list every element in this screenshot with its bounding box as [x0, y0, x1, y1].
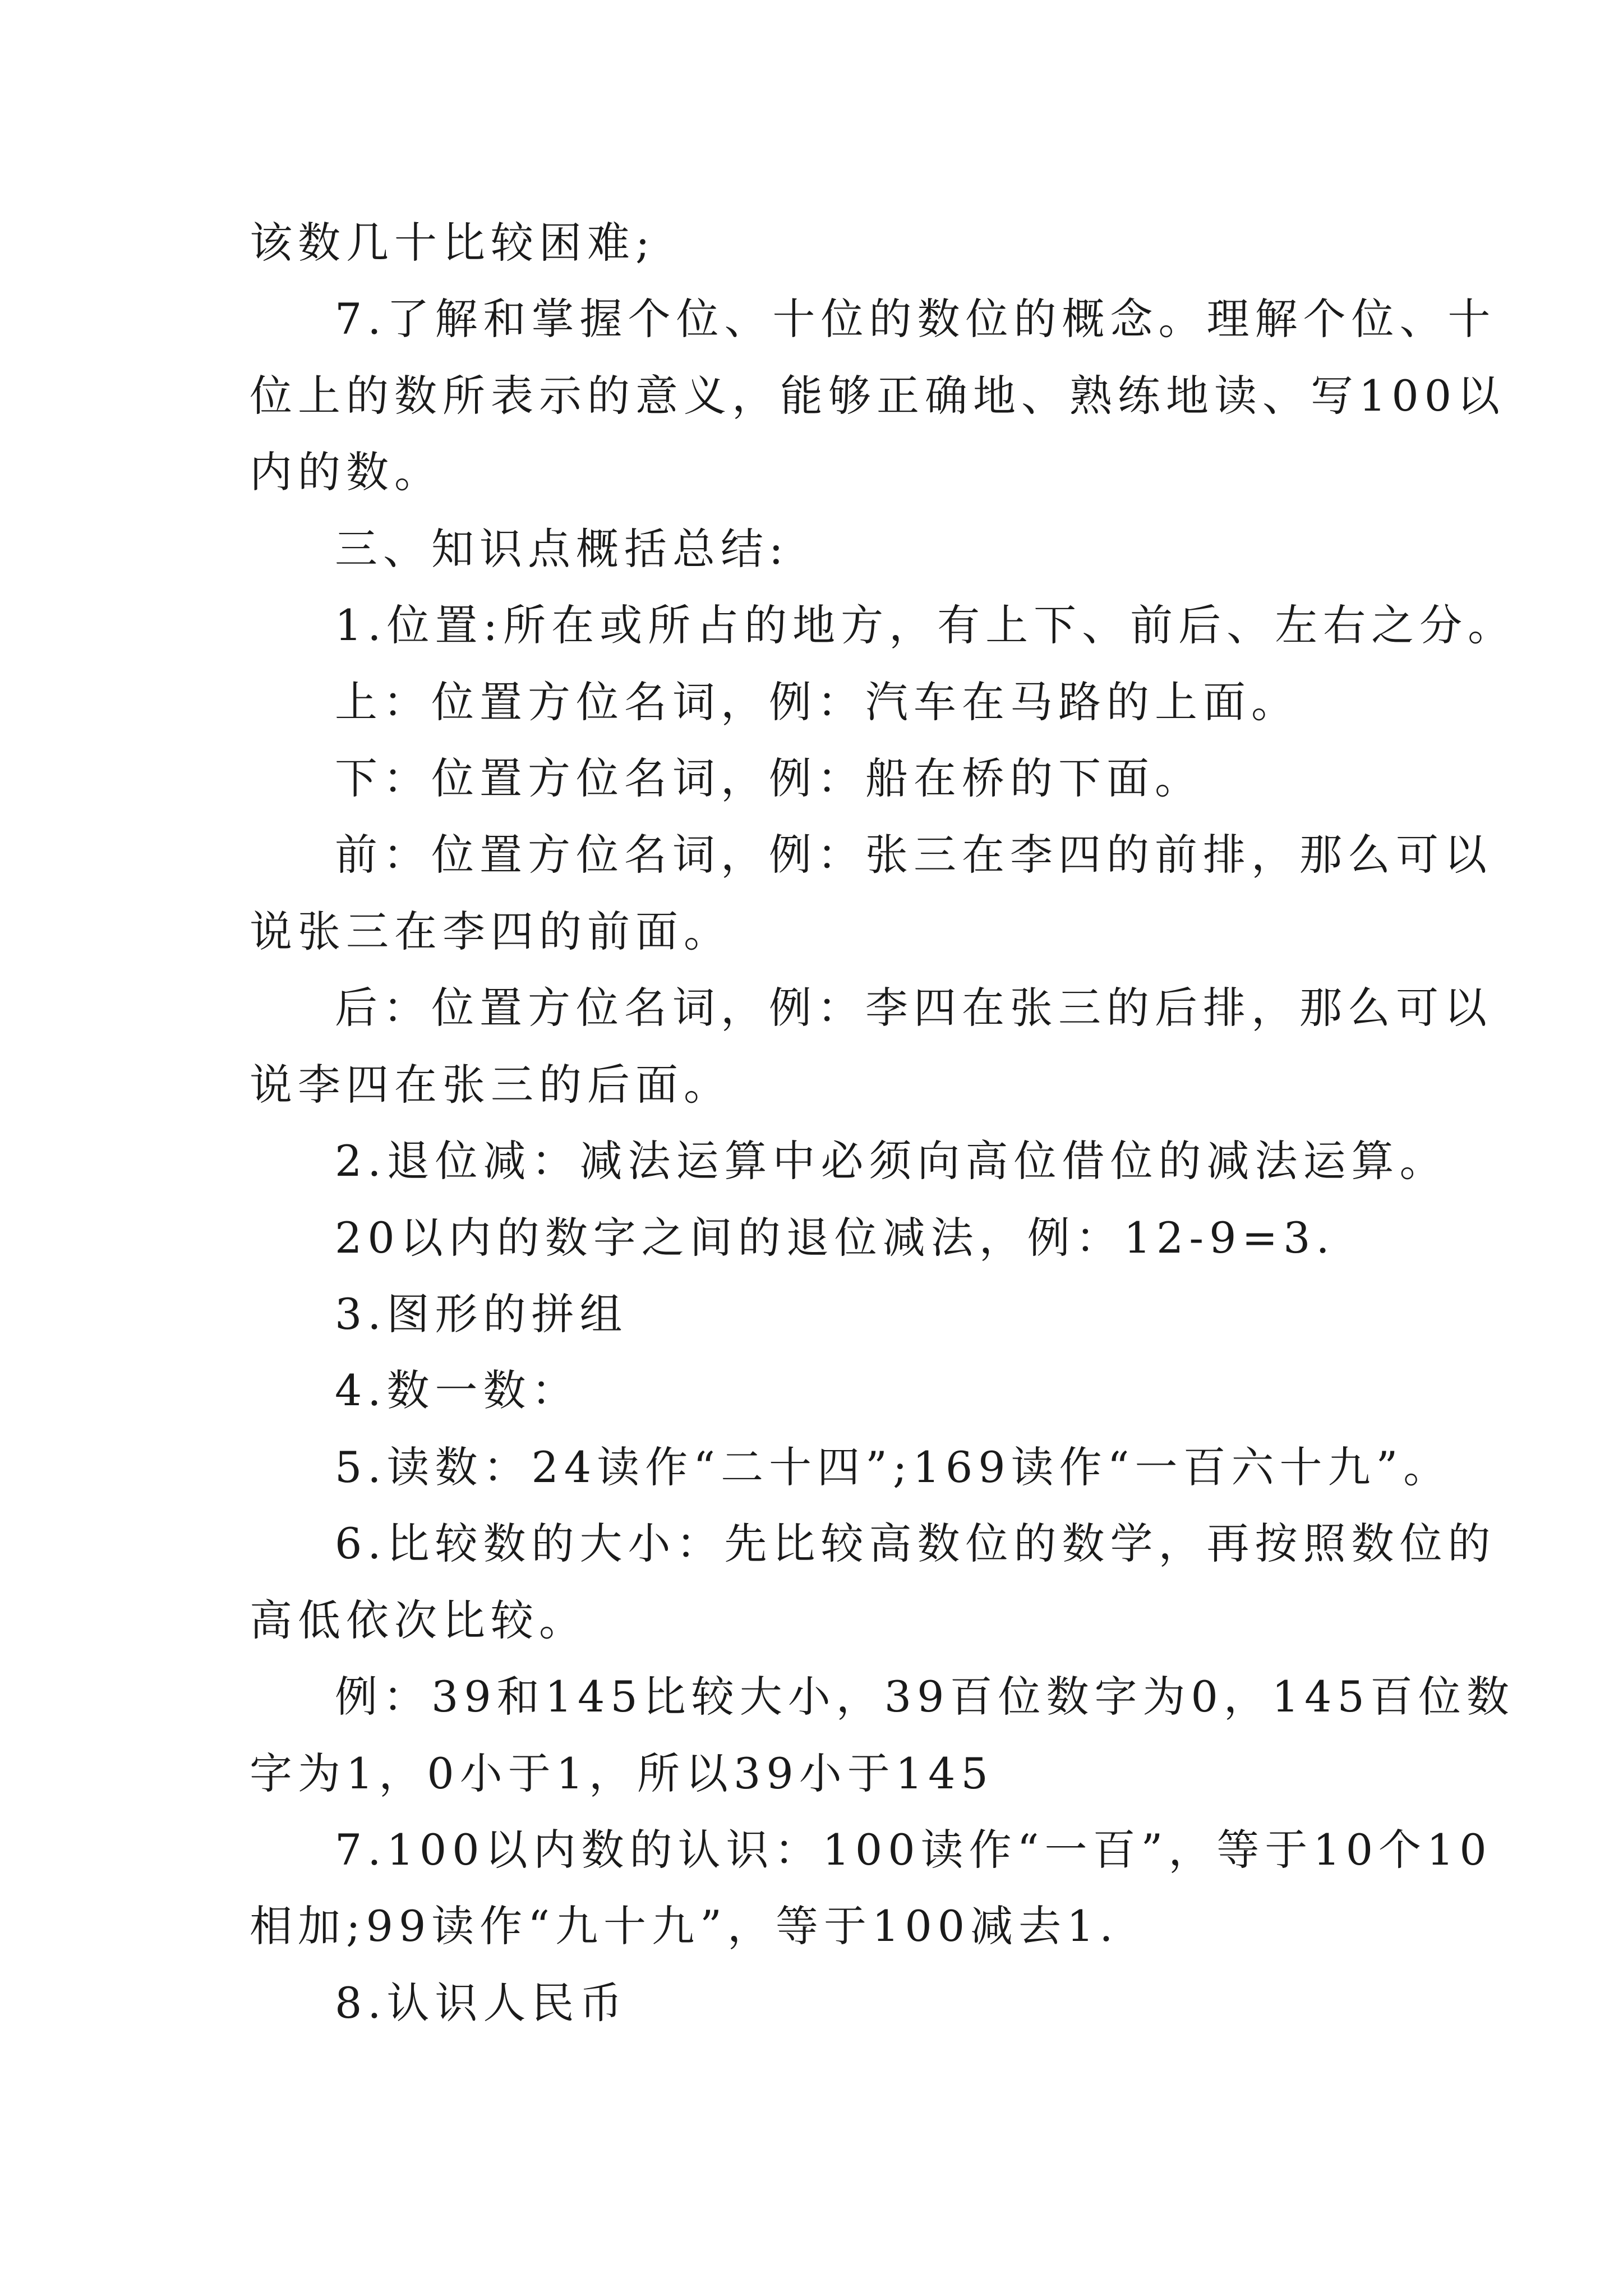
text-line: 3.图形的拼组: [335, 1289, 628, 1339]
text-line: 位上的数所表示的意义，能够正确地、熟练地读、写100以: [250, 371, 1506, 421]
text-line: 1.位置:所在或所占的地方，有上下、前后、左右之分。: [335, 600, 1516, 650]
text-line: 相加;99读作“九十九”，等于100减去1.: [250, 1901, 1119, 1951]
text-line: 内的数。: [250, 447, 442, 497]
text-line: 说李四在张三的后面。: [250, 1060, 732, 1110]
text-line: 上：位置方位名词，例：汽车在马路的上面。: [335, 677, 1299, 727]
text-line: 高低依次比较。: [250, 1595, 587, 1645]
text-line: 20以内的数字之间的退位减法，例：12-9=3.: [335, 1213, 1335, 1263]
section-heading: 三、知识点概括总结:: [335, 524, 789, 574]
text-line: 2.退位减：减法运算中必须向高位借位的减法运算。: [335, 1136, 1448, 1186]
text-line: 前：位置方位名词，例：张三在李四的前排，那么可以: [335, 830, 1492, 880]
text-line: 下：位置方位名词，例：船在桥的下面。: [335, 753, 1203, 803]
text-line: 5.读数：24读作“二十四”;169读作“一百六十九”。: [335, 1442, 1452, 1492]
text-line: 例：39和145比较大小，39百位数字为0，145百位数: [335, 1672, 1515, 1722]
text-line: 字为1，0小于1，所以39小于145: [250, 1749, 994, 1798]
text-line: 7.了解和掌握个位、十位的数位的概念。理解个位、十: [335, 294, 1496, 344]
text-line: 6.比较数的大小：先比较高数位的数学，再按照数位的: [335, 1519, 1496, 1568]
text-line: 说张三在李四的前面。: [250, 907, 732, 956]
text-line: 该数几十比较困难;: [250, 218, 656, 268]
text-line: 7.100以内数的认识：100读作“一百”，等于10个10: [335, 1825, 1492, 1875]
text-line: 4.数一数：: [335, 1365, 580, 1415]
text-line: 后：位置方位名词，例：李四在张三的后排，那么可以: [335, 983, 1492, 1033]
text-line: 8.认识人民币: [335, 1978, 628, 2028]
